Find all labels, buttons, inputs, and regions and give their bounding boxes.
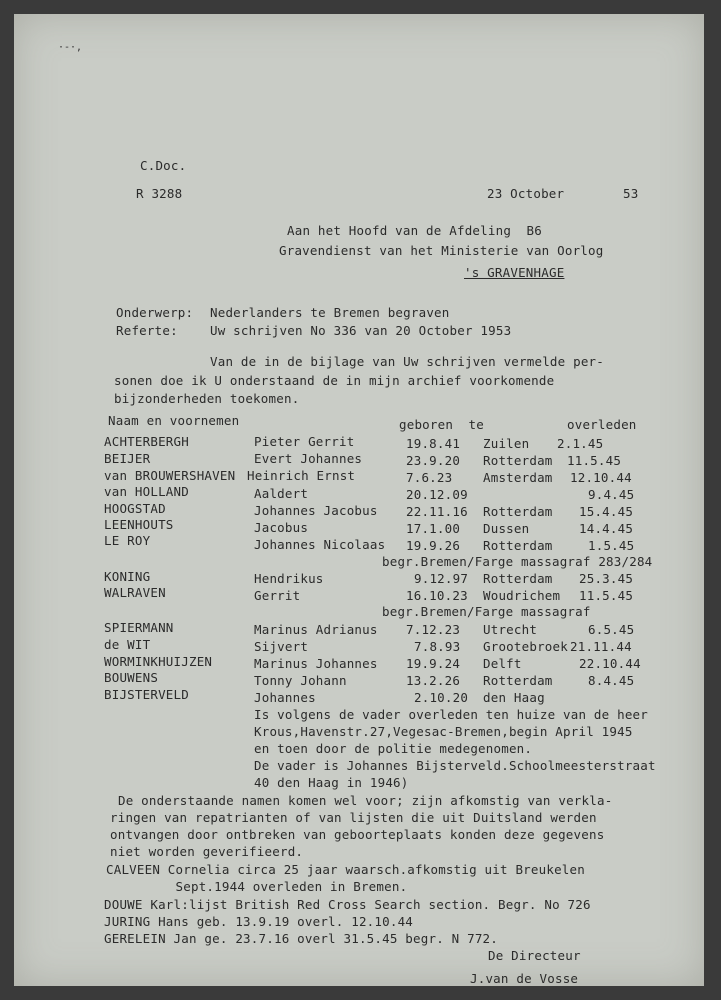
row-died: 22.10.44 (579, 656, 641, 671)
row-born: 13.2.26 (406, 673, 461, 688)
row-first: Tonny Johann (254, 673, 347, 688)
row-place: Rotterdam (483, 571, 553, 586)
row-born: 7.8.93 (414, 639, 461, 654)
row-first: Heinrich Ernst (247, 468, 356, 483)
note-line-4: De vader is Johannes Bijsterveld.Schoolmeesterstraat (254, 758, 656, 773)
row-first: Hendrikus (254, 571, 324, 586)
row-place: Utrecht (483, 622, 538, 637)
row-first: Aaldert (254, 486, 309, 501)
row-died: 11.5.45 (579, 588, 634, 603)
extra-line-1: CALVEEN Cornelia circa 25 jaar waarsch.afkomstig uit Breukelen (106, 862, 585, 877)
closing-title: De Directeur (488, 948, 581, 963)
row-born: 9.12.97 (414, 571, 469, 586)
extra-line-3: DOUWE Karl:lijst British Red Cross Search section. Begr. No 726 (104, 897, 591, 912)
row-born: 19.9.26 (406, 538, 461, 553)
row-name: SPIERMANN (104, 620, 174, 635)
extra-line-2: Sept.1944 overleden in Bremen. (106, 879, 408, 894)
row-born: 17.1.00 (406, 521, 461, 536)
row-born: 19.8.41 (406, 436, 461, 451)
header-died: overleden (567, 417, 637, 432)
row-name: LE ROY (104, 533, 151, 548)
row-first: Gerrit (254, 588, 301, 603)
row-died: 21.11.44 (570, 639, 632, 654)
reference-number: R 3288 (136, 186, 183, 201)
note-line-5: 40 den Haag in 1946) (254, 775, 409, 790)
row-first: Jacobus (254, 520, 309, 535)
row-born: 16.10.23 (406, 588, 468, 603)
row-name: van BROUWERSHAVEN (104, 468, 236, 483)
row-place: Dussen (483, 521, 530, 536)
header-born: geboren te (399, 417, 484, 432)
row-name: de WIT (104, 637, 151, 652)
row-name: WALRAVEN (104, 585, 166, 600)
note-line-1: Is volgens de vader overleden ten huize van de heer (254, 707, 649, 722)
row-first: Marinus Adrianus (254, 622, 378, 637)
row-born: 23.9.20 (406, 453, 461, 468)
row-place: Amsterdam (483, 470, 553, 485)
row-place: Rotterdam (483, 453, 553, 468)
row-first: Johannes Jacobus (254, 503, 378, 518)
row-died: 11.5.45 (567, 453, 622, 468)
corner-marks: ·-·, (58, 42, 83, 53)
subject-label: Onderwerp: (116, 305, 194, 320)
row-first: Johannes Nicolaas (254, 537, 386, 552)
row-died: 15.4.45 (579, 504, 634, 519)
address-line-3: 's GRAVENHAGE (464, 265, 565, 280)
row-born: 22.11.16 (406, 504, 468, 519)
document-page (14, 14, 704, 986)
row-died: 14.4.45 (579, 521, 634, 536)
row-died: 25.3.45 (579, 571, 634, 586)
row-born: 19.9.24 (406, 656, 461, 671)
burial-note-2: begr.Bremen/Farge massagraf (382, 604, 591, 619)
row-died: 2.1.45 (557, 436, 604, 451)
row-died: 12.10.44 (570, 470, 632, 485)
para2-line-4: niet worden geverifieerd. (110, 844, 304, 859)
row-name: BIJSTERVELD (104, 687, 189, 702)
referte-label: Referte: (116, 323, 178, 338)
row-place: Delft (483, 656, 522, 671)
row-place: Rotterdam (483, 673, 553, 688)
signature: J.van de Vosse (470, 971, 579, 986)
row-first: Johannes (254, 690, 316, 705)
date: 23 October (487, 186, 565, 201)
row-place: Zuilen (483, 436, 530, 451)
row-died: 6.5.45 (588, 622, 635, 637)
row-first: Evert Johannes (254, 451, 363, 466)
row-place: Rotterdam (483, 504, 553, 519)
row-name: WORMINKHUIJZEN (104, 654, 213, 669)
row-place: Woudrichem (483, 588, 561, 603)
para2-line-1: De onderstaande namen komen wel voor; zijn afkomstig van verkla- (118, 793, 613, 808)
intro-line-2: sonen doe ik U onderstaand de in mijn archief voorkomende (114, 373, 555, 388)
row-name: LEENHOUTS (104, 517, 174, 532)
row-name: BOUWENS (104, 670, 159, 685)
burial-note-1: begr.Bremen/Farge massagraf 283/284 (382, 554, 653, 569)
row-name: van HOLLAND (104, 484, 189, 499)
doc-label: C.Doc. (140, 158, 187, 173)
row-place: Rotterdam (483, 538, 553, 553)
para2-line-3: ontvangen door ontbreken van geboorteplaats konden deze gegevens (110, 827, 605, 842)
row-name: KONING (104, 569, 151, 584)
row-first: Pieter Gerrit (254, 434, 355, 449)
row-born: 7.6.23 (406, 470, 453, 485)
note-line-3: en toen door de politie medegenomen. (254, 741, 533, 756)
row-name: BEIJER (104, 451, 151, 466)
row-name: HOOGSTAD (104, 501, 166, 516)
row-died: 9.4.45 (588, 487, 635, 502)
extra-line-5: GERELEIN Jan ge. 23.7.16 overl 31.5.45 begr. N 772. (104, 931, 499, 946)
header-name: Naam en voornemen (108, 413, 240, 428)
para2-line-2: ringen van repatrianten of van lijsten die uit Duitsland werden (110, 810, 597, 825)
row-first: Sijvert (254, 639, 309, 654)
row-first: Marinus Johannes (254, 656, 378, 671)
subject-value: Nederlanders te Bremen begraven (210, 305, 450, 320)
row-died: 8.4.45 (588, 673, 635, 688)
intro-line-3: bijzonderheden toekomen. (114, 391, 300, 406)
address-line-2: Gravendienst van het Ministerie van Oorlog (279, 243, 604, 258)
extra-line-4: JURING Hans geb. 13.9.19 overl. 12.10.44 (104, 914, 414, 929)
intro-line-1: Van de in de bijlage van Uw schrijven vermelde per- (210, 354, 605, 369)
year: 53 (623, 186, 639, 201)
row-name: ACHTERBERGH (104, 434, 189, 449)
row-born: 2.10.20 (414, 690, 469, 705)
row-died: 1.5.45 (588, 538, 635, 553)
row-born: 20.12.09 (406, 487, 468, 502)
address-line-1: Aan het Hoofd van de Afdeling B6 (287, 223, 542, 238)
row-place: den Haag (483, 690, 545, 705)
note-line-2: Krous,Havenstr.27,Vegesac-Bremen,begin April 1945 (254, 724, 633, 739)
row-born: 7.12.23 (406, 622, 461, 637)
referte-value: Uw schrijven No 336 van 20 October 1953 (210, 323, 512, 338)
row-place: Grootebroek (483, 639, 568, 654)
